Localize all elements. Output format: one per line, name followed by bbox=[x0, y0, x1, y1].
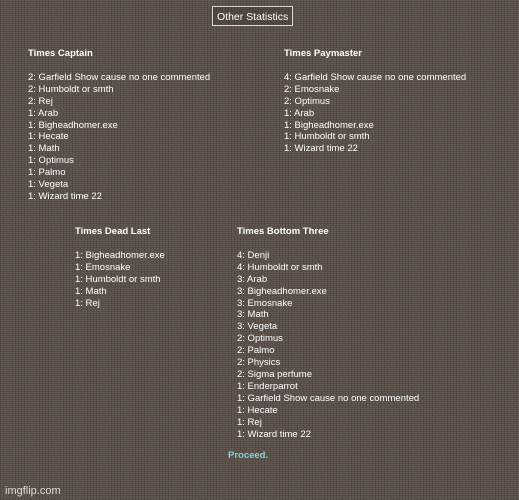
list-item: 1: Wizard time 22 bbox=[284, 143, 358, 155]
section-heading: Times Paymaster bbox=[284, 48, 362, 59]
list-item: 1: Vegeta bbox=[28, 179, 69, 191]
list-item: 1: Math bbox=[28, 143, 60, 155]
list-item: 1: Wizard time 22 bbox=[237, 428, 311, 440]
times-paymaster-section bbox=[284, 48, 466, 155]
times-captain-section bbox=[28, 48, 210, 203]
section-heading: Times Bottom Three bbox=[237, 226, 329, 237]
list-item: 2: Emosnake bbox=[284, 83, 340, 95]
proceed-link[interactable]: Proceed. bbox=[228, 450, 269, 461]
list-item: 2: Optimus bbox=[284, 95, 330, 107]
list-item: 1: Palmo bbox=[28, 167, 66, 179]
stat-list bbox=[75, 250, 165, 310]
list-item: 1: Arab bbox=[284, 107, 315, 119]
list-item: 4: Humboldt or smth bbox=[237, 261, 323, 273]
list-item: 1: Emosnake bbox=[75, 261, 131, 273]
list-item: 3: Vegeta bbox=[237, 321, 278, 333]
list-item: 3: Bigheadhomer.exe bbox=[237, 285, 327, 297]
list-item: 4: Denji bbox=[237, 249, 270, 261]
list-item: 1: Bigheadhomer.exe bbox=[75, 249, 165, 261]
list-item: 2: Humboldt or smth bbox=[28, 83, 114, 95]
list-item: 1: Rej bbox=[75, 297, 100, 309]
list-item: 1: Bigheadhomer.exe bbox=[284, 119, 374, 131]
stat-list bbox=[284, 72, 466, 155]
section-heading: Times Dead Last bbox=[75, 226, 151, 237]
watermark: imgflip.com bbox=[5, 485, 61, 497]
list-item: 4: Garfield Show cause no one commented bbox=[284, 71, 467, 83]
list-item: 2: Sigma perfume bbox=[237, 368, 312, 380]
list-item: 3: Arab bbox=[237, 273, 268, 285]
list-item: 1: Hecate bbox=[28, 131, 69, 143]
times-dead-last-section bbox=[75, 226, 165, 309]
times-bottom-three-section bbox=[237, 226, 419, 440]
list-item: 3: Math bbox=[237, 309, 269, 321]
list-item: 1: Enderparrot bbox=[237, 380, 298, 392]
list-item: 1: Wizard time 22 bbox=[28, 190, 102, 202]
page-title: Other Statistics bbox=[212, 6, 293, 26]
list-item: 2: Garfield Show cause no one commented bbox=[28, 71, 211, 83]
stat-list bbox=[28, 72, 210, 203]
list-item: 1: Math bbox=[75, 285, 107, 297]
list-item: 1: Optimus bbox=[28, 155, 74, 167]
list-item: 2: Palmo bbox=[237, 345, 275, 357]
list-item: 1: Humboldt or smth bbox=[284, 131, 370, 143]
list-item: 1: Hecate bbox=[237, 404, 278, 416]
list-item: 1: Bigheadhomer.exe bbox=[28, 119, 118, 131]
list-item: 1: Humboldt or smth bbox=[75, 273, 161, 285]
list-item: 2: Optimus bbox=[237, 333, 283, 345]
list-item: 2: Physics bbox=[237, 357, 281, 369]
section-heading: Times Captain bbox=[28, 48, 93, 59]
list-item: 2: Rej bbox=[28, 95, 53, 107]
list-item: 1: Garfield Show cause no one commented bbox=[237, 392, 420, 404]
list-item: 1: Rej bbox=[237, 416, 262, 428]
list-item: 3: Emosnake bbox=[237, 297, 293, 309]
list-item: 1: Arab bbox=[28, 107, 59, 119]
stat-list bbox=[237, 250, 419, 441]
